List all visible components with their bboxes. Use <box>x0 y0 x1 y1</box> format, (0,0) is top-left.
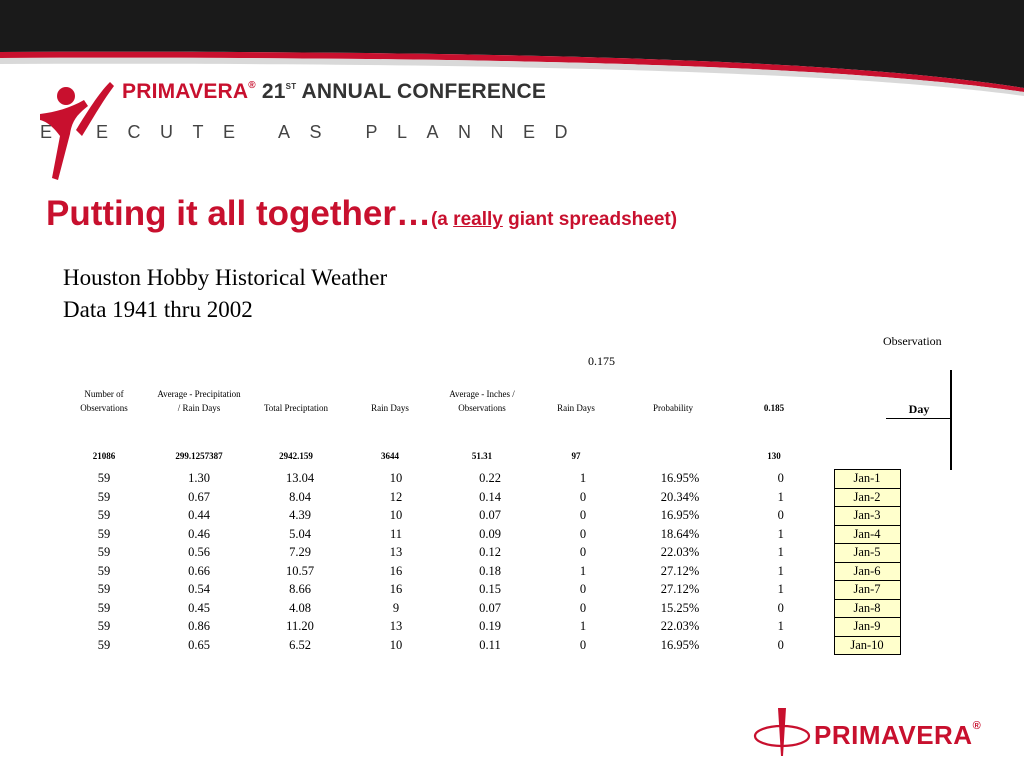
table-cell: 16.95% <box>660 508 700 523</box>
table-row <box>64 581 900 600</box>
table-row <box>64 636 900 655</box>
total-rain-days-2: 97 <box>571 451 581 461</box>
table-cell: 1 <box>777 582 784 597</box>
table-cell: 11.20 <box>286 619 314 634</box>
table-cell: 1 <box>579 563 587 578</box>
table-cell: 0.07 <box>479 600 501 615</box>
header-rain-days <box>350 387 430 415</box>
day-cell: Jan-10 <box>834 636 900 655</box>
table-cell: 0 <box>579 508 587 523</box>
table-row <box>64 470 900 489</box>
table-cell: 1 <box>777 619 784 634</box>
day-cell: Jan-5 <box>834 544 900 563</box>
table-cell: 12 <box>389 489 403 504</box>
table-cell: 1.30 <box>188 471 210 486</box>
header-line: Probability <box>653 403 693 413</box>
header-line: Total Preciptation <box>263 403 329 413</box>
header-line: Observations <box>458 403 506 413</box>
subtitle-pre: (a <box>430 209 454 230</box>
table-cell: 0 <box>579 489 587 504</box>
table-cell: 15.25% <box>660 600 700 615</box>
table-cell: 13 <box>389 545 403 560</box>
primavera-logo-text <box>814 720 981 751</box>
header-threshold <box>734 387 814 415</box>
conference-tagline: E ECUTE AS PLANNED <box>40 122 588 142</box>
table-cell: 59 <box>97 582 111 597</box>
day-cell: Jan-9 <box>834 618 900 637</box>
day-cell: Jan-1 <box>834 470 900 489</box>
day-header-underline <box>886 418 952 419</box>
header-day: Day <box>908 402 930 416</box>
data-heading <box>63 262 387 326</box>
heading-line-1: Houston Hobby Historical Weather <box>63 265 388 290</box>
table-cell: 59 <box>97 563 111 578</box>
table-cell: 5.04 <box>289 526 311 541</box>
logo-reg: ® <box>972 720 982 732</box>
header-line: Number of <box>84 389 124 399</box>
table-cell: 59 <box>97 526 111 541</box>
total-observations: 21086 <box>92 451 116 461</box>
table-cell: 13.04 <box>285 471 315 486</box>
slide-title <box>46 194 677 234</box>
table-cell: 27.12% <box>660 563 700 578</box>
header-line: Average - Inches / <box>449 389 515 399</box>
table-cell: 27.12% <box>660 582 700 597</box>
header-avg-inches-observations <box>432 387 532 415</box>
day-column-border <box>950 370 952 470</box>
table-cell: 0.56 <box>188 545 210 560</box>
day-cell: Jan-6 <box>834 562 900 581</box>
table-cell: 20.34% <box>660 489 700 504</box>
table-cell: 10 <box>389 508 403 523</box>
table-cell: 0.09 <box>479 526 501 541</box>
header-line: Rain Days <box>371 403 409 413</box>
total-precipitation: 2942.159 <box>279 451 313 461</box>
table-cell: 22.03% <box>660 545 700 560</box>
table-cell: 0 <box>579 600 587 615</box>
table-cell: 0.46 <box>188 526 210 541</box>
table-row <box>64 525 900 544</box>
header-line: Observations <box>80 403 128 413</box>
total-avg-precip: 299.1257387 <box>175 451 223 461</box>
table-cell: 10.57 <box>285 563 315 578</box>
slide-subtitle <box>431 209 677 230</box>
header-line: Rain Days <box>557 403 595 413</box>
table-cell: 0 <box>777 471 784 486</box>
table-cell: 1 <box>777 489 784 504</box>
table-cell: 0.65 <box>188 637 210 652</box>
table-cell: 59 <box>97 637 111 652</box>
conference-number: 21 <box>261 80 286 103</box>
table-cell: 6.52 <box>289 637 311 652</box>
table-cell: 16 <box>389 582 403 597</box>
day-cell: Jan-3 <box>834 507 900 526</box>
table-cell: 9 <box>392 600 400 615</box>
header-probability <box>628 387 718 415</box>
table-cell: 13 <box>389 619 403 634</box>
table-row <box>64 618 900 637</box>
header-line <box>628 387 718 401</box>
primavera-footer-logo <box>752 706 1002 758</box>
table-cell: 1 <box>777 563 784 578</box>
table-cell: 59 <box>97 619 111 634</box>
table-cell: 59 <box>97 471 111 486</box>
table-row <box>64 488 900 507</box>
table-cell: 0.45 <box>188 600 210 615</box>
table-cell: 59 <box>97 489 111 504</box>
primavera-logo-icon <box>752 706 812 758</box>
table-cell: 1 <box>579 619 587 634</box>
table-cell: 0.18 <box>479 563 501 578</box>
table-cell: 16 <box>389 563 403 578</box>
table-cell: 7.29 <box>289 545 311 560</box>
table-cell: 16.95% <box>660 471 700 486</box>
table-cell: 59 <box>97 600 111 615</box>
conference-brand: PRIMAVERA <box>122 80 249 103</box>
table-row <box>64 507 900 526</box>
table-cell: 0.54 <box>188 582 210 597</box>
table-cell: 0 <box>777 600 784 615</box>
table-cell: 22.03% <box>660 619 700 634</box>
table-cell: 0.22 <box>479 471 501 486</box>
table-cell: 0 <box>777 508 784 523</box>
table-row <box>64 562 900 581</box>
table-cell: 0.11 <box>479 637 501 652</box>
table-cell: 0.66 <box>188 563 210 578</box>
table-cell: 0.44 <box>188 508 210 523</box>
top-value-cell: 0.175 <box>588 354 615 368</box>
table-cell: 0.67 <box>188 489 210 504</box>
header-rain-days-2 <box>536 387 616 415</box>
table-cell: 10 <box>389 471 403 486</box>
header-line <box>734 387 814 401</box>
table-cell: 0.14 <box>479 489 501 504</box>
table-cell: 0.07 <box>479 508 501 523</box>
day-cell: Jan-7 <box>834 581 900 600</box>
table-cell: 59 <box>97 508 111 523</box>
header-line <box>250 387 342 401</box>
total-rain-days: 3644 <box>381 451 399 461</box>
day-cell: Jan-8 <box>834 599 900 618</box>
total-threshold: 130 <box>767 451 781 461</box>
table-cell: 4.08 <box>289 600 311 615</box>
slide-title-main: Putting it all together… <box>46 194 431 233</box>
header-line: 0.185 <box>763 403 785 413</box>
subtitle-emphasis: really <box>453 209 503 230</box>
table-cell: 59 <box>97 545 111 560</box>
header-line <box>536 387 616 401</box>
table-cell: 10 <box>389 637 403 652</box>
conference-suffix: ST <box>285 82 297 91</box>
table-cell: 0.15 <box>479 582 501 597</box>
table-cell: 11 <box>389 526 403 541</box>
heading-line-2: Data 1941 thru 2002 <box>63 297 253 322</box>
table-cell: 0 <box>579 637 587 652</box>
observation-label: Observation <box>883 334 942 348</box>
table-cell: 1 <box>579 471 587 486</box>
table-cell: 0 <box>777 637 784 652</box>
header-line <box>350 387 430 401</box>
table-cell: 0.86 <box>188 619 210 634</box>
table-row <box>64 599 900 618</box>
table-cell: 8.04 <box>289 489 311 504</box>
subtitle-post: giant spreadsheet) <box>502 209 678 230</box>
day-cell: Jan-2 <box>834 488 900 507</box>
weather-data-table <box>64 469 901 655</box>
table-cell: 8.66 <box>289 582 311 597</box>
header-total-precipitation <box>250 387 342 415</box>
total-avg-inches: 51.31 <box>471 451 493 461</box>
logo-word: PRIMAVERA <box>814 720 973 750</box>
conference-reg: ® <box>248 80 256 91</box>
table-cell: 0.19 <box>479 619 501 634</box>
header-avg-precip-rain-days <box>144 387 254 415</box>
table-cell: 0 <box>579 582 587 597</box>
table-cell: 0 <box>579 545 587 560</box>
conference-rest: ANNUAL CONFERENCE <box>301 80 547 103</box>
table-cell: 4.39 <box>289 508 311 523</box>
table-cell: 0 <box>579 526 587 541</box>
table-row <box>64 544 900 563</box>
header-line: Average - Precipitation <box>157 389 241 399</box>
table-cell: 16.95% <box>660 637 700 652</box>
day-cell: Jan-4 <box>834 525 900 544</box>
table-cell: 0.12 <box>479 545 501 560</box>
table-cell: 18.64% <box>660 526 700 541</box>
header-line: / Rain Days <box>177 403 221 413</box>
conference-title <box>122 80 546 104</box>
table-cell: 1 <box>777 526 784 541</box>
table-cell: 1 <box>777 545 784 560</box>
header-number-of-observations <box>64 387 144 415</box>
